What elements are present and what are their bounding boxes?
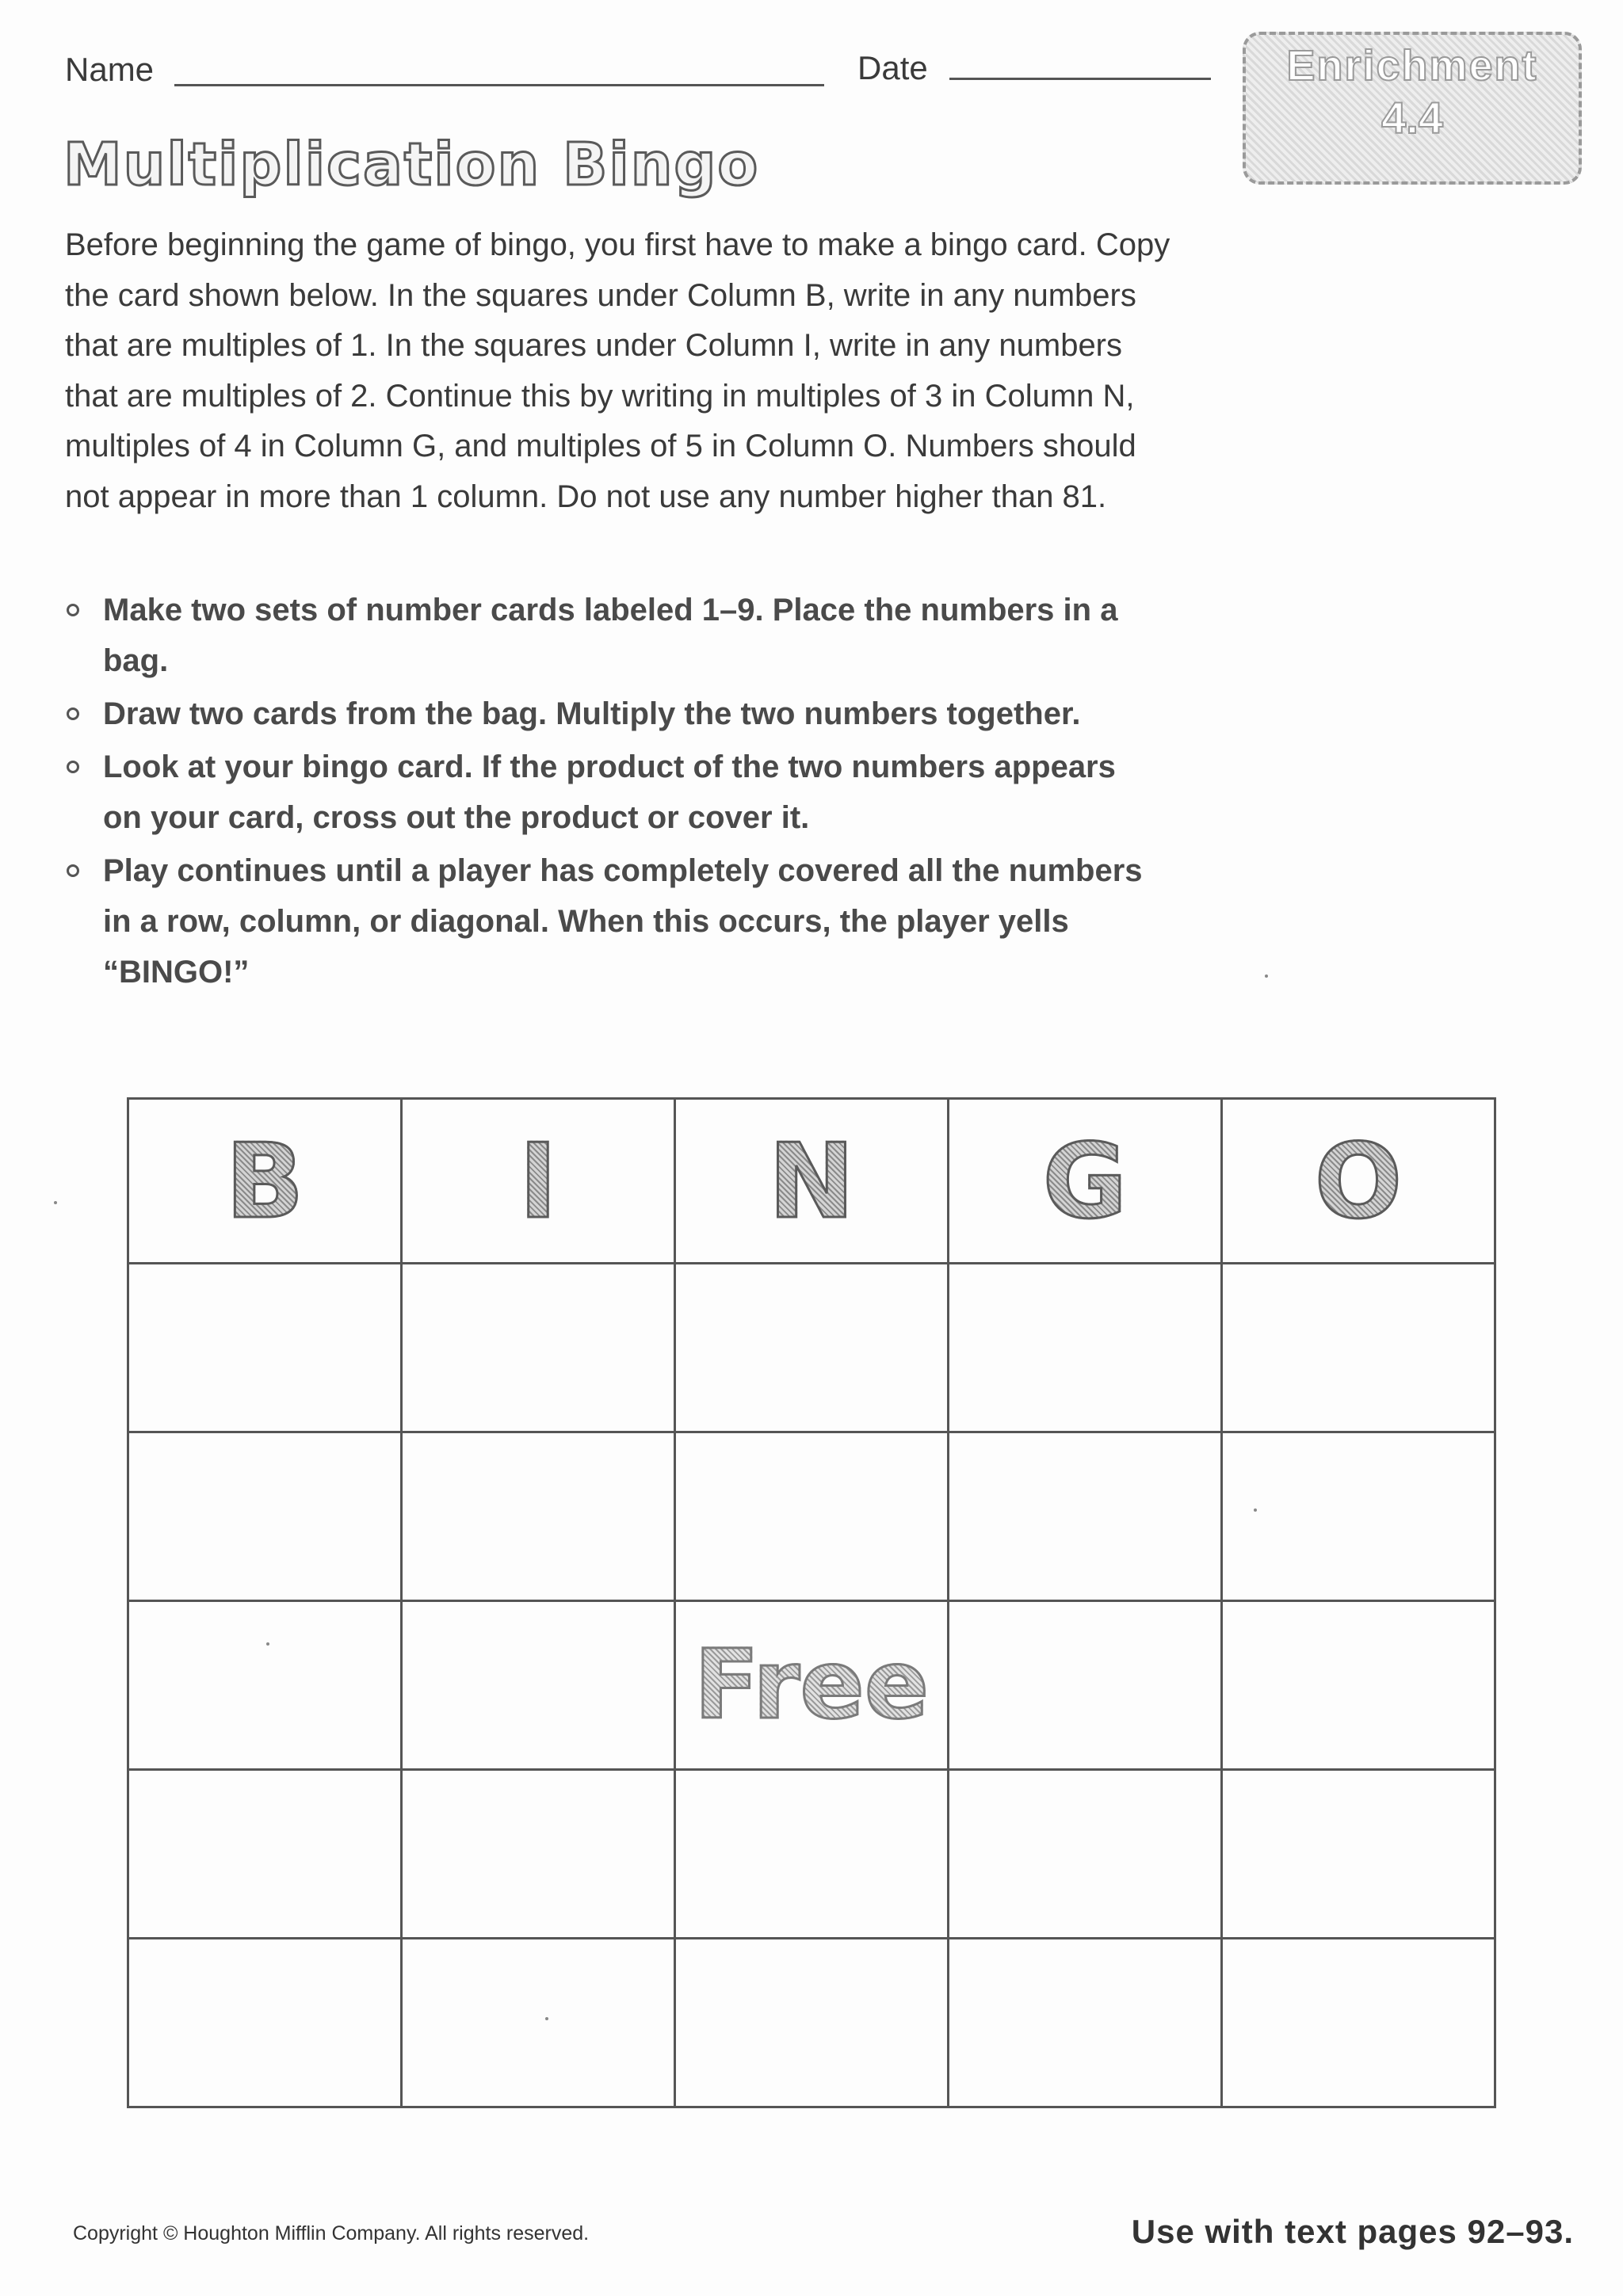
scan-speck	[545, 2017, 548, 2020]
bingo-cell	[1222, 1770, 1495, 1939]
bingo-letter-i: I	[518, 1120, 558, 1241]
bingo-letter-o: O	[1314, 1120, 1403, 1241]
bullet-icon	[67, 707, 79, 720]
instruction-item	[65, 742, 1159, 843]
bingo-header-cell	[128, 1099, 402, 1264]
bingo-cell	[402, 1264, 675, 1432]
bingo-row	[128, 1601, 1495, 1770]
bullet-icon	[67, 864, 79, 877]
bingo-cell	[949, 1432, 1222, 1601]
bingo-header-cell	[1222, 1099, 1495, 1264]
bingo-cell	[402, 1939, 675, 2107]
instruction-text: Play continues until a player has completely covered all the numbers in a row, column, or diagonal. When this occurs, the player yells “BINGO!”	[103, 853, 1143, 990]
bingo-card	[127, 1097, 1496, 2108]
date-label: Date	[857, 49, 928, 86]
bingo-cell	[675, 1264, 949, 1432]
free-space-label: Free	[693, 1630, 930, 1741]
enrichment-badge	[1243, 32, 1582, 185]
bingo-letter-b: B	[225, 1120, 304, 1241]
bingo-cell	[1222, 1264, 1495, 1432]
scan-speck	[266, 1642, 269, 1646]
bingo-cell	[675, 1770, 949, 1939]
badge-number: 4.4	[1381, 93, 1443, 143]
intro-paragraph: Before beginning the game of bingo, you first have to make a bingo card. Copy the card shown below. In the squares under Column B, write in any numbers that are multiples of 1. In the squares under Column I, write in any numbers that are multiples of 2. Continue this by writing in multiples of 3 in Column N, multiples of 4 in Column G, and multiples of 5 in Column O. Numbers should not appear in more than 1 column. Do not use any number higher than 81.	[65, 227, 1170, 514]
bingo-cell	[402, 1601, 675, 1770]
instruction-item	[65, 688, 1159, 739]
bingo-header-cell	[402, 1099, 675, 1264]
bingo-cell	[128, 1264, 402, 1432]
text-pages-note: Use with text pages 92–93.	[1131, 2213, 1574, 2250]
bingo-cell	[128, 1939, 402, 2107]
date-line	[949, 78, 1211, 80]
bingo-free-cell	[675, 1601, 949, 1770]
instruction-item	[65, 585, 1159, 686]
instruction-text: Draw two cards from the bag. Multiply the two numbers together.	[103, 696, 1081, 731]
instruction-item	[65, 845, 1159, 997]
scan-speck	[1254, 1508, 1257, 1512]
badge-title: Enrichment	[1286, 42, 1538, 90]
bingo-cell	[128, 1770, 402, 1939]
bingo-cell	[1222, 1601, 1495, 1770]
bingo-cell	[949, 1939, 1222, 2107]
bingo-row	[128, 1939, 1495, 2107]
bingo-cell	[402, 1770, 675, 1939]
bingo-header-cell	[675, 1099, 949, 1264]
bingo-letter-g: G	[1042, 1120, 1128, 1241]
bingo-cell	[949, 1770, 1222, 1939]
bingo-cell	[675, 1432, 949, 1601]
bingo-cell	[1222, 1432, 1495, 1601]
bullet-icon	[67, 761, 79, 773]
bingo-cell	[949, 1601, 1222, 1770]
bingo-cell	[1222, 1939, 1495, 2107]
bingo-header-row	[128, 1099, 1495, 1264]
instruction-text: Look at your bingo card. If the product of the two numbers appears on your card, cross out the product or cover it.	[103, 749, 1116, 835]
bullet-icon	[67, 604, 79, 616]
bingo-cell	[128, 1601, 402, 1770]
bingo-row	[128, 1264, 1495, 1432]
bingo-row	[128, 1432, 1495, 1601]
bingo-header-cell	[949, 1099, 1222, 1264]
bingo-cell	[402, 1432, 675, 1601]
bingo-letter-n: N	[768, 1120, 855, 1241]
bingo-cell	[675, 1939, 949, 2107]
bingo-row	[128, 1770, 1495, 1939]
bingo-cell	[128, 1432, 402, 1601]
name-line	[174, 84, 824, 86]
instruction-text: Make two sets of number cards labeled 1–9. Place the numbers in a bag.	[103, 593, 1118, 678]
scan-speck	[1265, 974, 1268, 978]
scan-speck	[54, 1201, 57, 1204]
copyright-notice: Copyright © Houghton Mifflin Company. All rights reserved.	[73, 2222, 590, 2245]
page-title: Multiplication Bingo	[63, 131, 760, 199]
bingo-cell	[949, 1264, 1222, 1432]
name-label: Name	[65, 51, 155, 88]
instruction-list	[65, 585, 1159, 1000]
